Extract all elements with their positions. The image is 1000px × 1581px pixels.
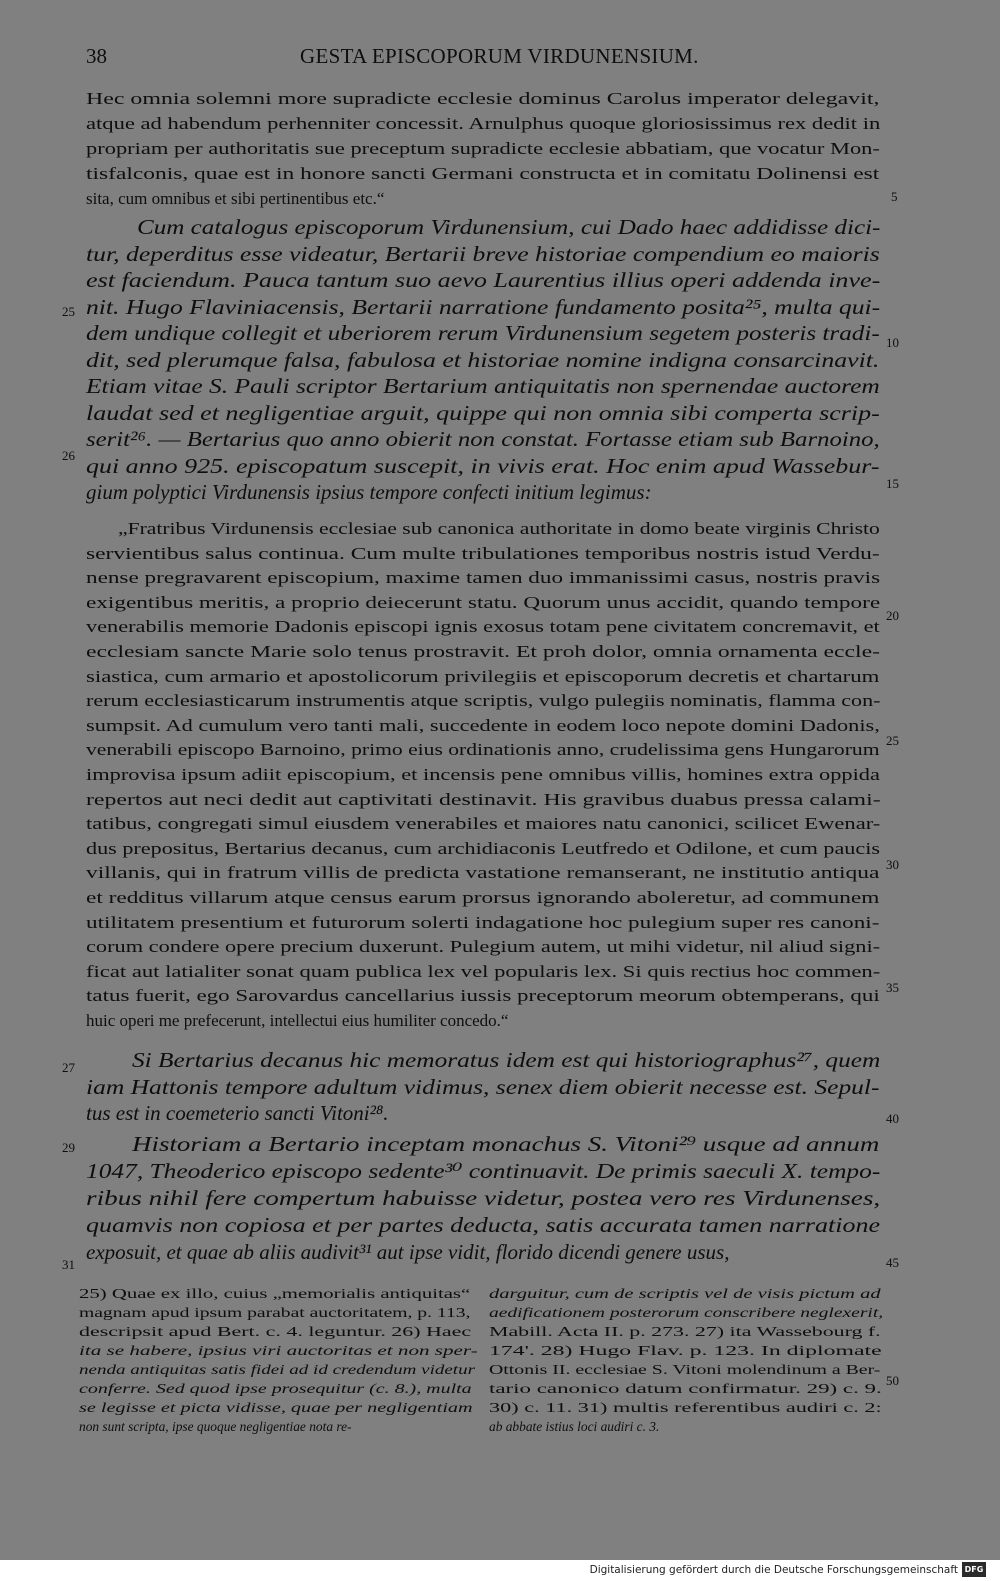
body-line: tisfalconis, quae est in honore sancti Germani constructa et in comitatu Dolinensi est — [86, 164, 880, 183]
commentary-line: Si Bertarius decanus hic memoratus idem est qui historiographus²⁷, quem — [132, 1048, 881, 1072]
footnote-line: descripsit apud Bert. c. 4. leguntur. 26) Haec — [79, 1324, 472, 1339]
commentary-line: Cum catalogus episcoporum Virdunensium, cui Dado haec addidisse dici- — [137, 215, 881, 239]
quote-line: tatus fuerit, ego Sarovardus cancellarius iussis preceptorum meorum obtemperans, qui — [86, 986, 880, 1006]
footnote-line: 30) c. 11. 31) multis referentibus audiri c. 2: — [489, 1400, 882, 1415]
commentary-line: nit. Hugo Flaviniacensis, Bertarii narratione fundamento posita²⁵, multa qui- — [86, 294, 881, 319]
quote-line: et redditus villarum atque census earum prorsus ignorando aboleretur, ad communem — [86, 888, 880, 907]
footnote-line: magnam apud ipsum parabat auctoritatem, p. 113, — [79, 1305, 471, 1320]
line-marker-left: 29 — [62, 1140, 75, 1155]
quote-line: rerum ecclesiasticarum instrumentis atque scriptis, vulgo pulegiis nominatis, flamma con- — [86, 691, 881, 711]
footnote-line: darguitur, cum de scriptis vel de visis pictum ad — [489, 1286, 881, 1301]
quote-line: dus prepositus, Bertarius decanus, cum archidiaconis Leutfredo et Odilone, et cum paucis — [86, 838, 881, 858]
footnote-line: nenda antiquitas satis fidei ad id credendum videtur — [79, 1362, 476, 1377]
quote-line: huic operi me prefecerunt, intellectui eius humiliter concedo.“ — [86, 1011, 509, 1030]
footer-credit: Digitalisierung gefördert durch die Deutsche Forschungsgemeinschaft — [589, 1564, 958, 1576]
line-marker-right: 40 — [886, 1111, 899, 1126]
commentary-line: gium polyptici Virdunensis ipsius tempore confecti initium legimus: — [86, 480, 652, 504]
dfg-logo: DFG — [962, 1562, 986, 1577]
quote-line: ecclesiam sancte Marie solo tenus prostravit. Et proh dolor, omnia ornamenta eccle- — [86, 642, 880, 661]
quote-line: servientibus salus continua. Cum multe tribulationes temporibus nostris istud Verdu- — [86, 543, 880, 563]
line-marker-right: 30 — [886, 857, 899, 872]
line-marker-left: 27 — [62, 1060, 75, 1075]
commentary-line: dem undique collegit et uberiorem rerum Virdunensium segetem posteris tradi- — [86, 321, 880, 345]
commentary-line: exposuit, et quae ab aliis audivit³¹ aut ipse vidit, florido dicendi genere usus, — [86, 1240, 730, 1264]
commentary-line: Historiam a Bertario inceptam monachus S. Vitoni²⁹ usque ad annum — [132, 1132, 880, 1156]
commentary-line: Etiam vitae S. Pauli scriptor Bertarium antiquitatis non spernendae auctorem — [86, 374, 880, 398]
footnote-line: Mabill. Acta II. p. 273. 27) ita Wassebourg f. — [489, 1324, 881, 1339]
line-marker-right: 45 — [886, 1255, 899, 1270]
line-marker-left: 25 — [62, 304, 75, 319]
quote-line: corum condere opere precium duxerunt. Pulegium autem, ut mihi videtur, nil aliud signi- — [86, 937, 881, 957]
quote-line: improvisa ipsum adiit episcopium, et incensis pene omnibus villis, homines extra oppida — [86, 765, 880, 784]
commentary-line: ribus nihil fere compertum habuisse videtur, postea vero res Virdunenses, — [86, 1186, 881, 1210]
quote-line: repertos aut neci dedit aut captivitati destinavit. His gravibus duabus pressa calami- — [86, 789, 881, 809]
footnote-line: se legisse et picta vidisse, quae per negligentiam — [79, 1400, 473, 1415]
line-marker-left: 26 — [62, 448, 75, 463]
body-line: atque ad habendum perhenniter concessit. Arnulphus quoque gloriosissimus rex dedit in — [86, 114, 881, 133]
commentary-line: tus est in coemeterio sancti Vitoni²⁸. — [86, 1101, 389, 1125]
footnote-line: Ottonis II. ecclesiae S. Vitoni molendinum a Ber- — [489, 1362, 881, 1377]
line-marker-right: 15 — [886, 476, 899, 491]
line-marker-left: 31 — [62, 1257, 75, 1272]
line-marker-right: 10 — [886, 335, 899, 350]
footnote-line: ab abbate istius loci audiri c. 3. — [489, 1419, 660, 1434]
quote-line: nense pregravarent episcopium, maxime tamen duo immanissimi casus, nostris pravis — [86, 568, 881, 588]
quote-line: utilitatem presentium et futurorum solerti indagatione hoc pulegium super res canoni- — [86, 912, 880, 932]
footnote-line: conferre. Sed quod ipse prosequitur (c. 8.), multa — [79, 1381, 472, 1396]
footnote-line: non sunt scripta, ipse quoque negligentiae nota re- — [79, 1419, 352, 1434]
quote-line: „Fratribus Virdunensis ecclesiae sub canonica authoritate in domo beate virginis Christo — [118, 519, 880, 538]
quote-line: siastica, cum armario et apostolicorum privilegiis et episcoporum decretis et chartarum — [86, 666, 880, 686]
quote-line: venerabili episcopo Barnoino, primo eius ordinationis anno, crudelissima gens Hungarorum — [86, 740, 880, 760]
body-line: sita, cum omnibus et sibi pertinentibus etc.“ — [86, 189, 385, 208]
footnote-line: 25) Quae ex illo, cuius „memorialis antiquitas“ — [79, 1286, 471, 1301]
line-marker-right: 50 — [886, 1373, 899, 1388]
page-number: 38 — [86, 44, 107, 68]
line-marker-right: 35 — [886, 980, 899, 995]
quote-line: venerabilis memorie Dadonis episcopi ignis exosus totam pene civitatem concremavit, et — [86, 617, 880, 637]
quote-line: ficat aut latialiter sonat quam publica lex vel popularis lex. Si quis rectius hoc commen- — [86, 961, 881, 981]
commentary-line: quamvis non copiosa et per partes deducta, satis accurata tamen narratione — [86, 1213, 881, 1237]
commentary-line: 1047, Theoderico episcopo sedente³⁰ continuavit. De primis saeculi X. tempo- — [86, 1159, 881, 1183]
quote-line: villanis, qui in fratrum villis de predicta vastatione remanserant, ne institutio antiqua — [86, 863, 880, 883]
quote-line: sumpsit. Ad cumulum vero tanti mali, succedente in eodem loco nepote domini Dadonis, — [86, 715, 880, 735]
line-marker-right: 20 — [886, 608, 899, 623]
commentary-line: serit²⁶. — Bertarius quo anno obierit non constat. Fortasse etiam sub Barnoino, — [86, 427, 880, 451]
body-line: Hec omnia solemni more supradicte ecclesie dominus Carolus imperator delegavit, — [86, 89, 880, 108]
commentary-line: tur, deperditus esse videatur, Bertarii breve historiae compendium eo maioris — [86, 241, 880, 266]
footnote-line: aedificationem posterorum conscribere neglexerit, — [489, 1305, 884, 1320]
commentary-line: laudat sed et negligentiae arguit, quippe qui non omnia sibi comperta scrip- — [86, 400, 880, 425]
line-marker-right: 5 — [891, 189, 898, 204]
footnote-line: 174'. 28) Hugo Flav. p. 123. In diplomate — [489, 1343, 882, 1358]
running-title: GESTA EPISCOPORUM VIRDUNENSIUM. — [300, 44, 699, 68]
commentary-line: iam Hattonis tempore adultum vidimus, senex diem obierit necesse est. Sepul- — [86, 1074, 880, 1099]
footnote-line: tario canonico datum confirmatur. 29) c. 9. — [489, 1381, 882, 1396]
body-line: propriam per authoritatis sue preceptum supradicte ecclesie abbatiam, que vocatur Mon- — [86, 139, 880, 158]
quote-line: tatibus, congregati simul eiusdem venerabiles et maiores natu canonici, scilicet Ewenar- — [86, 814, 881, 834]
quote-line: exigentibus meritis, a proprio deiecerunt statu. Quorum unus accidit, quando tempore — [86, 592, 881, 612]
commentary-line: dit, sed plerumque falsa, fabulosa et historiae nomine indigna consarcinavit. — [86, 347, 880, 372]
commentary-line: est faciendum. Pauca tantum suo aevo Laurentius illius operi addenda inve- — [86, 268, 881, 292]
commentary-line: qui anno 925. episcopatum suscepit, in vivis erat. Hoc enim apud Wassebur- — [86, 453, 880, 478]
footnote-line: ita se habere, ipsius viri auctoritas et non sper- — [79, 1343, 478, 1358]
line-marker-right: 25 — [886, 733, 899, 748]
